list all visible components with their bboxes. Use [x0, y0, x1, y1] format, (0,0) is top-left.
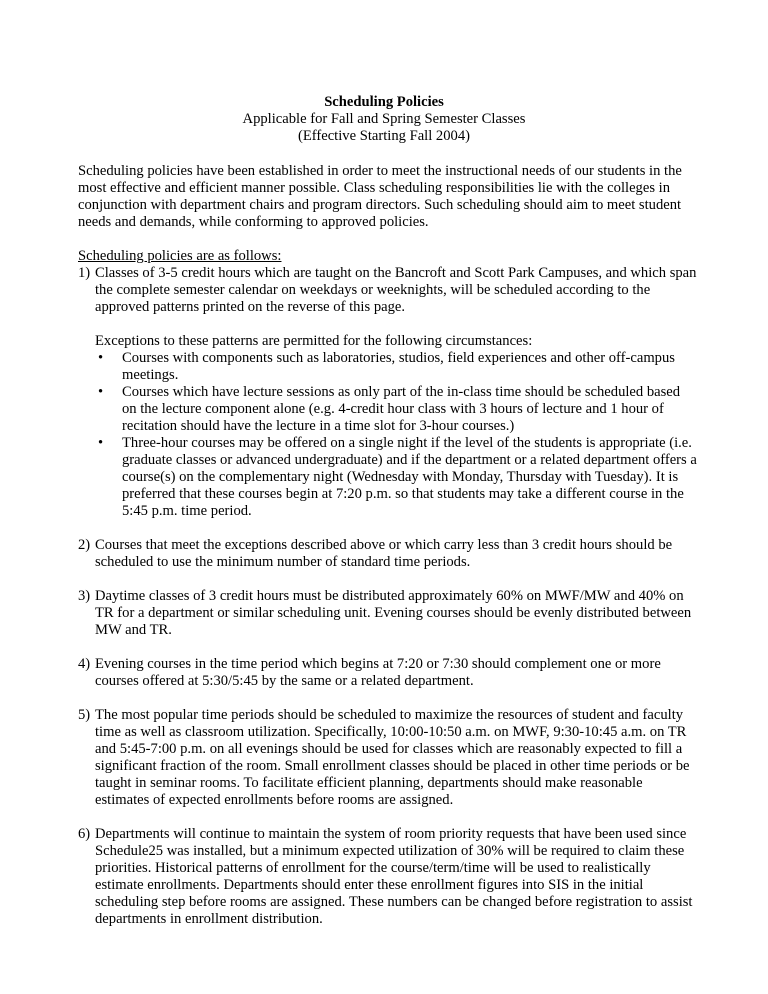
policy-text: The most popular time periods should be scheduled to maximize the resources of student and faculty time as well as classroom utilization. Specifically, 10:00-10:50 a.m. on MWF, 9:30-10:45 a.m. on TR and 5:45-7:00 p.m. on all evenings should be used for classes which are reasonably expected to fill a significant fraction of the room. Small enrollment classes should be placed in other time periods or be taught in seminar rooms. To facilitate efficient planning, departments should make reasonable estimates of expected enrollments before rooms are assigned.	[95, 707, 690, 808]
exceptions-intro: Exceptions to these patterns are permitted for the following circumstances:	[95, 333, 533, 349]
policy-number: 6)	[78, 826, 91, 842]
policy-item-2	[78, 537, 698, 571]
list-item	[95, 435, 698, 520]
policy-item-6	[78, 826, 698, 928]
policy-number: 2)	[78, 537, 91, 553]
policy-number: 1)	[78, 265, 91, 281]
bullet-text: Courses with components such as laboratories, studios, field experiences and other off-campus meetings.	[122, 350, 675, 383]
policy-text: Classes of 3-5 credit hours which are taught on the Bancroft and Scott Park Campuses, and which span the complete semester calendar on weekdays or weeknights, will be scheduled according to the approved patterns printed on the reverse of this page.	[95, 265, 697, 315]
policy-text: Departments will continue to maintain the system of room priority requests that have been used since Schedule25 was installed, but a minimum expected utilization of 30% will be required to claim these priorities. Historical patterns of enrollment for the course/term/time will be used to realistically estimate enrollments. Departments should enter these enrollment figures into SIS in the initial scheduling step before rooms are assigned. These numbers can be changed before registration to assist departments in enrollment distribution.	[95, 826, 693, 927]
intro-paragraph: Scheduling policies have been established in order to meet the instructional needs of our students in the most effective and efficient manner possible. Class scheduling responsibilities lie with the colleges in conjunction with department chairs and program directors. Such scheduling should aim to meet student needs and demands, while conforming to approved policies.	[78, 163, 682, 230]
document-header	[0, 94, 768, 145]
policy-text: Daytime classes of 3 credit hours must be distributed approximately 60% on MWF/MW and 40% on TR for a department or similar scheduling unit. Evening courses should be evenly distributed between MW and TR.	[95, 588, 692, 638]
policy-item-3	[78, 588, 698, 639]
bullet-icon: •	[98, 384, 104, 400]
page-title: Scheduling Policies	[324, 94, 444, 110]
policy-item-1	[78, 265, 698, 520]
effective-date: (Effective Starting Fall 2004)	[298, 128, 470, 144]
policies-heading: Scheduling policies are as follows:	[78, 248, 282, 264]
policy-number: 3)	[78, 588, 91, 604]
policy-text: Courses that meet the exceptions described above or which carry less than 3 credit hours should be scheduled to use the minimum number of standard time periods.	[95, 537, 673, 570]
policy-item-4	[78, 656, 698, 690]
policy-item-5	[78, 707, 698, 809]
bullet-text: Three-hour courses may be offered on a single night if the level of the students is appropriate (i.e. graduate classes or advanced undergraduate) and if the department or a related department offers a course(s) on the complementary night (Wednesday with Monday, Thursday with Tuesday). It is preferred that these courses begin at 7:20 p.m. so that students may take a different course in the 5:45 p.m. time period.	[122, 435, 697, 519]
list-item	[95, 350, 698, 384]
policy-text: Evening courses in the time period which begins at 7:20 or 7:30 should complement one or more courses offered at 5:30/5:45 by the same or a related department.	[95, 656, 661, 689]
bullet-text: Courses which have lecture sessions as only part of the in-class time should be scheduled based on the lecture component alone (e.g. 4-credit hour class with 3 hours of lecture and 1 hour of recitation should have the lecture in a time slot for 3-hour courses.)	[122, 384, 681, 434]
policy-number: 4)	[78, 656, 91, 672]
policies-section	[78, 248, 698, 928]
bullet-icon: •	[98, 350, 104, 366]
bullet-icon: •	[98, 435, 104, 451]
policy-number: 5)	[78, 707, 91, 723]
page-subtitle: Applicable for Fall and Spring Semester Classes	[242, 111, 526, 127]
exceptions-list	[95, 350, 698, 520]
list-item	[95, 384, 698, 435]
